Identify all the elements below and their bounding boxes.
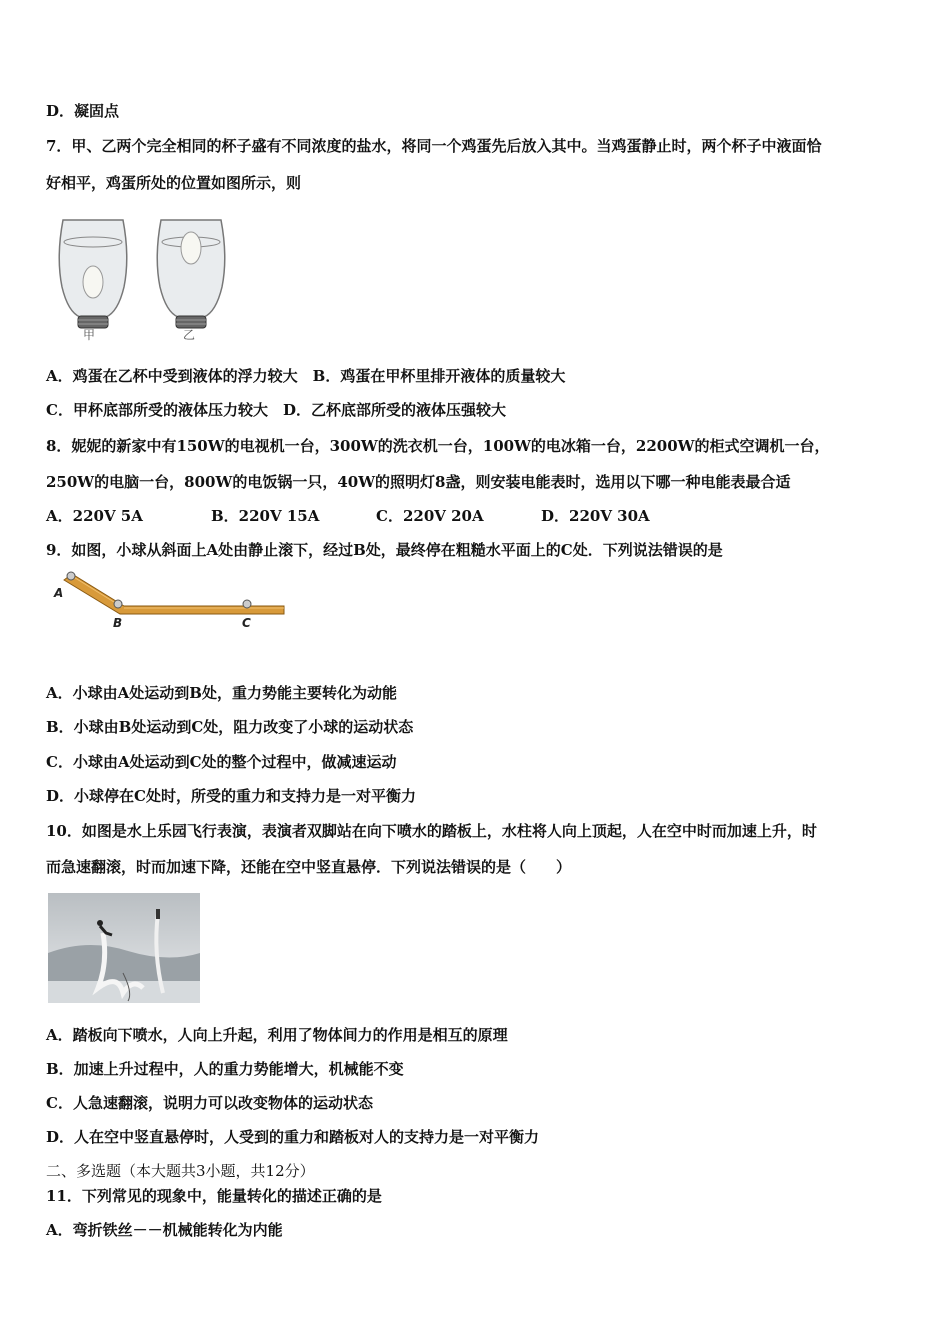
q7-stem-line2: 好相平，鸡蛋所处的位置如图所示，则 [46,174,302,192]
ball-at-c [243,600,251,608]
q8-stem-line2: 250W的电脑一台，800W的电饭锅一只，40W的照明灯8盏，则安装电能表时，选用以下哪一种电能表最合适 [46,473,791,491]
q9-option-d: D．小球停在C处时，所受的重力和支持力是一对平衡力 [46,787,416,805]
ball-at-a [67,572,75,580]
q9-option-c: C．小球由A处运动到C处的整个过程中，做减速运动 [46,753,397,771]
q9-label-b: B [113,616,123,630]
second-performer [156,909,160,919]
q10-stem-line1: 10．如图是水上乐园飞行表演，表演者双脚站在向下喷水的踏板上，水柱将人向上顶起，人在空中时而加速上升，时 [46,822,817,840]
q8-stem-line1: 8．妮妮的新家中有150W的电视机一台，300W的洗衣机一台，100W的电冰箱一台，2200W的柜式空调机一台， [46,437,830,455]
q9-stem: 9．如图，小球从斜面上A处由静止滚下，经过B处，最终停在粗糙水平面上的C处．下列说法错误的是 [46,541,723,559]
q10-option-b: B．加速上升过程中，人的重力势能增大，机械能不变 [46,1060,404,1078]
q7-options-row1: A．鸡蛋在乙杯中受到液体的浮力较大 B．鸡蛋在甲杯里排开液体的质量较大 [46,367,566,385]
q9-label-c: C [242,616,251,630]
q9-option-b: B．小球由B处运动到C处，阻力改变了小球的运动状态 [46,718,414,736]
q8-option-d: D．220V 30A [541,507,650,525]
cup-jia [59,220,127,328]
q7-options-row2: C．甲杯底部所受的液体压力较大 D．乙杯底部所受的液体压强较大 [46,401,506,419]
q11-option-a: A．弯折铁丝－－机械能转化为内能 [46,1221,283,1239]
q10-option-a: A．踏板向下喷水，人向上升起，利用了物体间力的作用是相互的原理 [46,1026,508,1044]
performer-head [97,920,103,926]
q9-slope-illustration [50,568,290,634]
q7-cups-illustration [48,212,228,347]
q7-label-yi: 乙 [183,328,196,342]
q9-slope-figure [50,568,290,634]
section-multiple-choice-title: 二、多选题（本大题共3小题，共12分） [46,1162,315,1180]
q8-option-b: B．220V 15A [211,507,320,525]
q7-label-jia: 甲 [83,328,96,342]
q8-option-a: A．220V 5A [46,507,143,525]
q10-flyboard-photo [48,893,200,1003]
q10-option-d: D．人在空中竖直悬停时，人受到的重力和踏板对人的支持力是一对平衡力 [46,1128,540,1146]
flyboard-illustration [48,893,200,1003]
q9-label-a: A [54,586,64,600]
q8-options [46,506,650,526]
q8-option-c: C．220V 20A [376,507,484,525]
cup-yi [157,220,225,328]
q6-option-d: D．凝固点 [46,102,120,120]
q10-option-c: C．人急速翻滚，说明力可以改变物体的运动状态 [46,1094,373,1112]
q10-stem-line2: 而急速翻滚，时而加速下降，还能在空中竖直悬停．下列说法错误的是（ ） [46,858,572,876]
q7-cups-figure [48,212,228,347]
q9-option-a: A．小球由A处运动到B处，重力势能主要转化为动能 [46,684,397,702]
q11-stem: 11．下列常见的现象中，能量转化的描述正确的是 [46,1187,382,1205]
ball-at-b [114,600,122,608]
q7-stem-line1: 7．甲、乙两个完全相同的杯子盛有不同浓度的盐水，将同一个鸡蛋先后放入其中。当鸡蛋静止时，两个杯子中液面恰 [46,137,822,155]
